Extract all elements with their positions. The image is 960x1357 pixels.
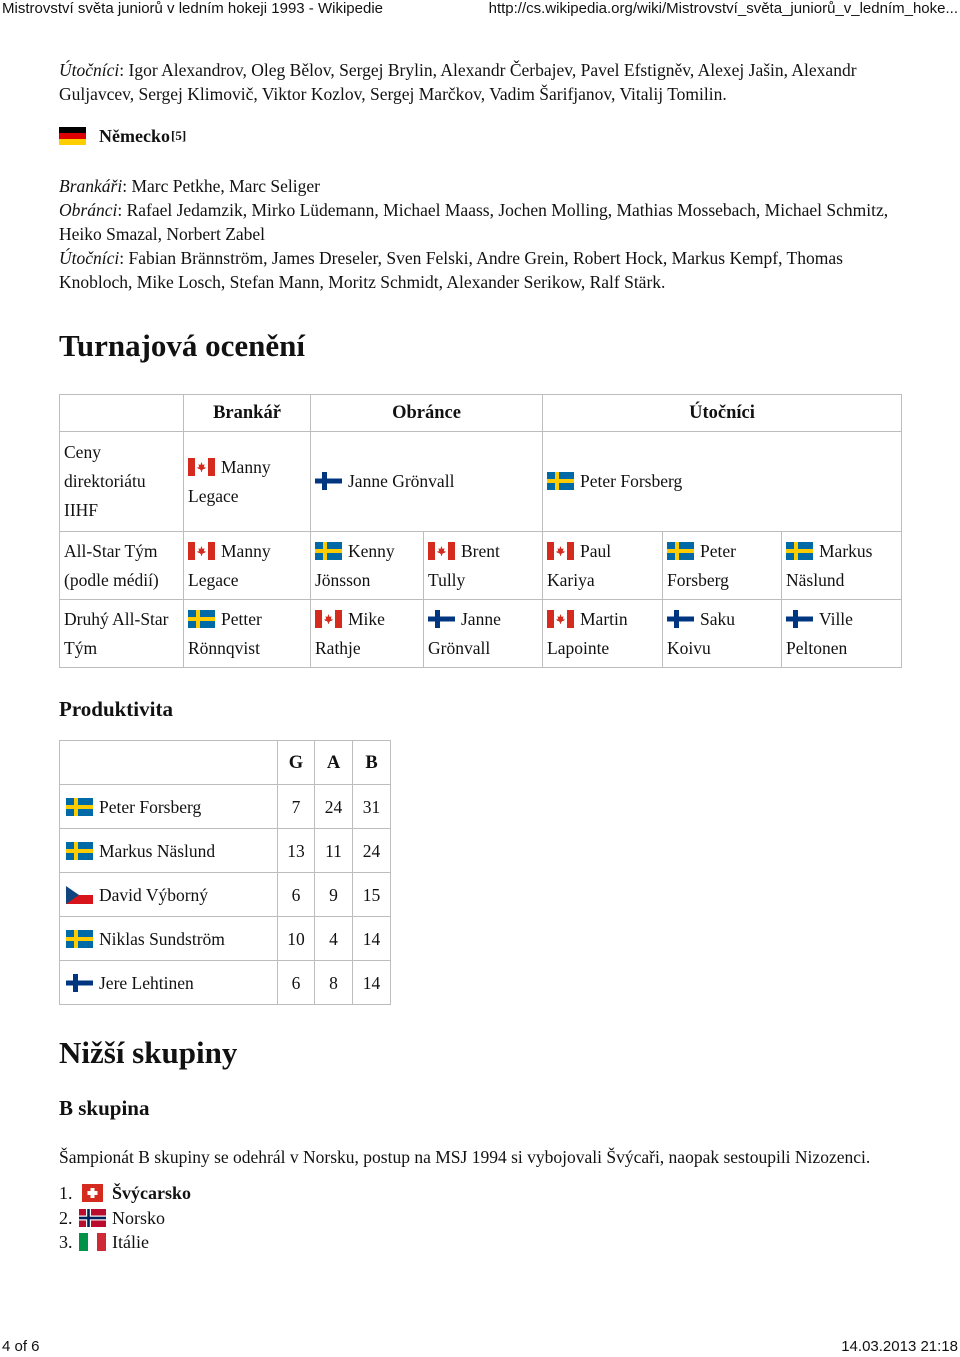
stat-g: 6: [278, 961, 315, 1005]
award-cell: [424, 600, 543, 668]
canada-flag-icon[interactable]: [188, 542, 215, 560]
czech-flag-icon[interactable]: [66, 886, 93, 904]
stat-g: 13: [278, 829, 315, 873]
award-cell: [782, 600, 902, 668]
canada-flag-icon[interactable]: [547, 542, 574, 560]
page-url[interactable]: http://cs.wikipedia.org/wiki/Mistrovství_světa_juniorů_v_ledním_hoke...: [488, 0, 958, 17]
player-cell: [60, 873, 278, 917]
stat-b: 24: [353, 829, 391, 873]
stat-a: 11: [315, 829, 353, 873]
row-label: Druhý All-Star Tým: [60, 600, 184, 668]
player-name[interactable]: Jere Lehtinen: [99, 972, 194, 993]
award-cell: [543, 532, 663, 600]
stat-g: 10: [278, 917, 315, 961]
germany-link[interactable]: Německo: [99, 126, 170, 146]
player-last[interactable]: Grönvall: [428, 637, 491, 658]
player-name[interactable]: Peter Forsberg: [99, 796, 202, 817]
goalies-label[interactable]: Brankáři: [59, 176, 123, 196]
germany-heading: [59, 124, 904, 148]
finland-flag-icon[interactable]: [667, 610, 694, 628]
canada-flag-icon[interactable]: [547, 610, 574, 628]
switzerland-flag-icon[interactable]: [79, 1184, 106, 1202]
player-cell: [60, 917, 278, 961]
row-label: All-Star Tým (podle médií): [60, 532, 184, 600]
canada-flag-icon[interactable]: [188, 458, 215, 476]
italy-flag-icon[interactable]: [79, 1233, 106, 1251]
article-content: [59, 58, 904, 1255]
col-defense: Obránce: [311, 395, 543, 432]
col-goalie: Brankář: [184, 395, 311, 432]
table-row: [60, 873, 391, 917]
awards-row-directorate: [60, 432, 902, 532]
player-last[interactable]: Legace: [188, 485, 239, 506]
player-name[interactable]: Janne Grönvall: [348, 471, 455, 491]
player-name[interactable]: Peter Forsberg: [580, 471, 683, 491]
player-last[interactable]: Näslund: [786, 569, 845, 590]
sweden-flag-icon[interactable]: [66, 930, 93, 948]
player-cell: [60, 961, 278, 1005]
rank-number: 2.: [59, 1207, 73, 1228]
col-assists: A: [315, 741, 353, 785]
award-cell: [311, 600, 424, 668]
stat-b: 15: [353, 873, 391, 917]
player-first[interactable]: Brent: [461, 540, 500, 561]
player-first[interactable]: Saku: [700, 608, 735, 629]
award-cell: [311, 532, 424, 600]
page-number: 4 of 6: [2, 1338, 40, 1355]
germany-goalies: [59, 174, 904, 198]
player-first[interactable]: Manny: [221, 540, 271, 561]
stat-a: 24: [315, 785, 353, 829]
productivity-heading: Produktivita: [59, 697, 173, 721]
player-last[interactable]: Legace: [188, 569, 239, 590]
rank-number: 1.: [59, 1183, 73, 1203]
award-cell: [543, 432, 902, 532]
col-goals: G: [278, 741, 315, 785]
stat-b: 31: [353, 785, 391, 829]
print-datetime: 14.03.2013 21:18: [841, 1338, 958, 1355]
b-group-ranking: [59, 1181, 904, 1255]
player-first[interactable]: Markus: [819, 540, 873, 561]
player-first[interactable]: Kenny: [348, 540, 395, 561]
sweden-flag-icon[interactable]: [667, 542, 694, 560]
canada-flag-icon[interactable]: [428, 542, 455, 560]
award-cell: [663, 532, 782, 600]
player-first[interactable]: Paul: [580, 540, 612, 561]
sweden-flag-icon[interactable]: [66, 842, 93, 860]
table-row: [60, 829, 391, 873]
defense-list: : Rafael Jedamzik, Mirko Lüdemann, Michael Maass, Jochen Molling, Mathias Mossebach, Michael Schmitz, Heiko Smazal, Norbert Zabel: [59, 200, 889, 244]
sweden-flag-icon[interactable]: [786, 542, 813, 560]
award-cell: [311, 432, 543, 532]
award-cell: [663, 600, 782, 668]
award-cell: [424, 532, 543, 600]
player-first[interactable]: Peter: [700, 540, 736, 561]
list-item: [59, 1206, 904, 1231]
awards-corner-cell: [60, 395, 184, 432]
prod-corner-cell: [60, 741, 278, 785]
country-name[interactable]: Švýcarsko: [112, 1183, 192, 1203]
player-last[interactable]: Forsberg: [667, 569, 729, 590]
col-points: B: [353, 741, 391, 785]
player-first[interactable]: Mike: [348, 608, 385, 629]
award-cell: [184, 432, 311, 532]
col-forwards: Útočníci: [543, 395, 902, 432]
finland-flag-icon[interactable]: [428, 610, 455, 628]
player-name[interactable]: Markus Näslund: [99, 840, 216, 861]
sweden-flag-icon[interactable]: [188, 610, 215, 628]
forwards-label[interactable]: Útočníci: [59, 248, 120, 268]
player-last[interactable]: Rathje: [315, 637, 361, 658]
finland-flag-icon[interactable]: [786, 610, 813, 628]
finland-flag-icon[interactable]: [315, 472, 342, 490]
country-name[interactable]: Norsko: [112, 1207, 165, 1228]
forwards-label[interactable]: Útočníci: [59, 60, 120, 80]
sweden-flag-icon[interactable]: [315, 542, 342, 560]
rank-number: 3.: [59, 1232, 73, 1252]
awards-row-second-allstar: [60, 600, 902, 668]
stat-g: 6: [278, 873, 315, 917]
germany-forwards: [59, 246, 904, 294]
award-cell: [543, 600, 663, 668]
stat-a: 9: [315, 873, 353, 917]
germany-flag-icon[interactable]: [59, 127, 86, 145]
player-first[interactable]: Petter: [221, 608, 262, 629]
list-item: [59, 1181, 904, 1206]
forwards-list: : Fabian Brännström, James Dreseler, Sven Felski, Andre Grein, Robert Hock, Markus Kempf, Thomas Knobloch, Mike Losch, Stefan Mann, Moritz Schmidt, Alexander Serikow, Ralf Stärk.: [59, 248, 843, 292]
productivity-header-row: [60, 741, 391, 785]
canada-flag-icon[interactable]: [315, 610, 342, 628]
stat-b: 14: [353, 917, 391, 961]
stat-b: 14: [353, 961, 391, 1005]
table-row: [60, 961, 391, 1005]
stat-a: 4: [315, 917, 353, 961]
player-last[interactable]: Rönnqvist: [188, 637, 260, 658]
stat-a: 8: [315, 961, 353, 1005]
stat-g: 7: [278, 785, 315, 829]
player-last[interactable]: Tully: [428, 569, 466, 590]
player-name[interactable]: Niklas Sundström: [99, 928, 225, 949]
print-footer: [0, 1338, 960, 1356]
russia-forwards: [59, 58, 904, 106]
player-first[interactable]: Ville: [819, 608, 853, 629]
print-header: [0, 0, 960, 20]
award-cell: [184, 600, 311, 668]
player-first[interactable]: Manny: [221, 456, 271, 477]
player-name[interactable]: David Výborný: [99, 884, 209, 905]
player-last[interactable]: Koivu: [667, 637, 711, 658]
goalies-list: : Marc Petkhe, Marc Seliger: [122, 176, 320, 196]
player-last[interactable]: Lapointe: [547, 637, 610, 658]
b-group-text: Šampionát B skupiny se odehrál v Norsku, postup na MSJ 1994 si vybojovali Švýcaři, naopak sestoupili Nizozenci.: [59, 1147, 871, 1167]
awards-heading: Turnajová ocenění: [59, 328, 306, 363]
player-cell: [60, 785, 278, 829]
player-last[interactable]: Peltonen: [786, 637, 848, 658]
awards-header-row: [60, 395, 902, 432]
table-row: [60, 917, 391, 961]
award-cell: [184, 532, 311, 600]
page-title: Mistrovství světa juniorů v ledním hokeji 1993 - Wikipedie: [2, 0, 383, 17]
country-name[interactable]: Itálie: [112, 1232, 149, 1252]
awards-row-allstar: [60, 532, 902, 600]
b-group-heading: B skupina: [59, 1096, 150, 1120]
reference-link[interactable]: [5]: [170, 128, 187, 143]
row-label: Ceny direktoriátu IIHF: [60, 432, 184, 532]
sweden-flag-icon[interactable]: [66, 798, 93, 816]
player-first[interactable]: Janne: [461, 608, 501, 629]
player-cell: [60, 829, 278, 873]
table-row: [60, 785, 391, 829]
player-first[interactable]: Martin: [580, 608, 628, 629]
lower-groups-heading: Nižší skupiny: [59, 1035, 238, 1070]
defense-label[interactable]: Obránci: [59, 200, 118, 220]
player-last[interactable]: Kariya: [547, 569, 595, 590]
forwards-list: : Igor Alexandrov, Oleg Bělov, Sergej Brylin, Alexandr Čerbajev, Pavel Efstigněv, Alexej Jašin, Alexandr Guljavcev, Sergej Klimovič, Viktor Kozlov, Sergej Marčkov, Vadim Šarifjanov, Vitalij Tomilin.: [59, 60, 857, 104]
list-item: [59, 1230, 904, 1255]
productivity-table: [59, 740, 391, 1005]
award-cell: [782, 532, 902, 600]
player-last[interactable]: Jönsson: [315, 569, 371, 590]
germany-defense: [59, 198, 904, 246]
finland-flag-icon[interactable]: [66, 974, 93, 992]
norway-flag-icon[interactable]: [79, 1209, 106, 1227]
awards-table: [59, 394, 902, 668]
sweden-flag-icon[interactable]: [547, 472, 574, 490]
